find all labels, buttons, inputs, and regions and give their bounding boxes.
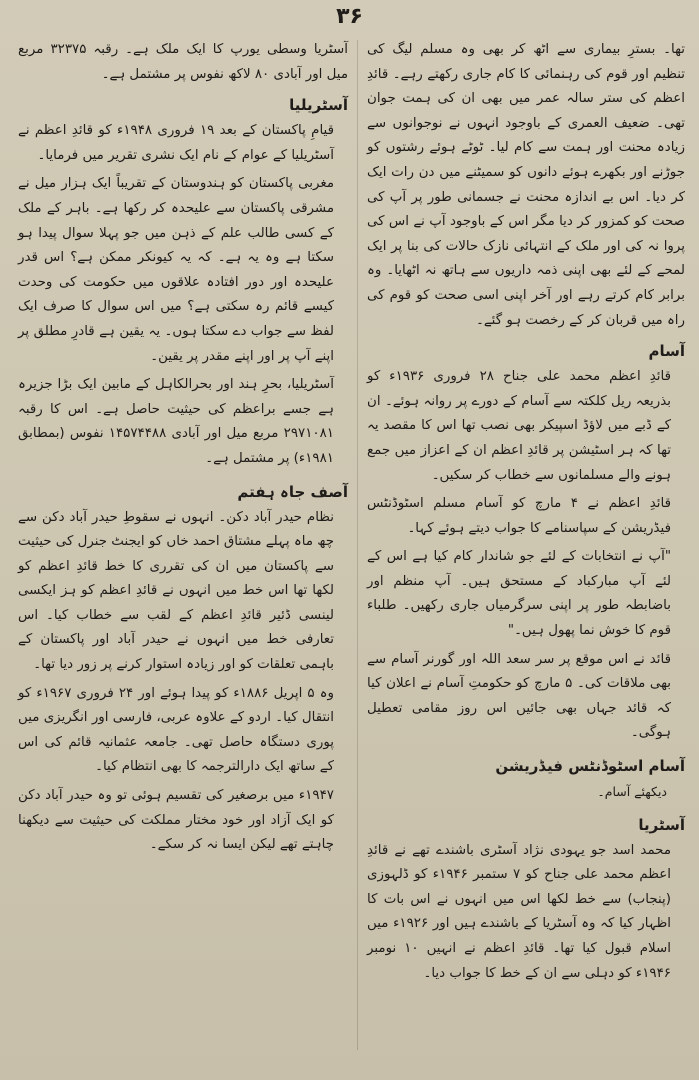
column-divider: [357, 40, 358, 1050]
entry-heading: آسام اسٹوڈنٹس فیڈریشن: [495, 757, 685, 776]
entry-paragraph: قائد نے اس موقع پر سر سعد اللہ اور گورنر آسام سے بھی ملاقات کی۔ ۵ مارچ کو حکومتِ آسام نے اعلان کیا کہ قائد جہاں بھی جائیں اس روز مقامی تعطیل ہوگی۔: [367, 651, 671, 741]
continued-paragraph: تھا۔ بسترِ بیماری سے اٹھ کر بھی وہ مسلم لیگ کی تنظیم اور قوم کی رہنمائی کا کام جاری رکھتے رہے۔ قائدِ اعظم کی ستر سالہ عمر میں بھی ان کی ہمت جوان تھی۔ ضعیف العمری کے باوجود انہوں نے نوجوانوں سے زیادہ محنت اور ہمت سے کام لیا۔ ٹوٹے ہوئے رشتوں کو جوڑنے اور بکھرے ہوئے دانوں کو سمیٹنے میں دن رات ایک کر دیا۔ اس بے اندازہ محنت نے جسمانی طور پر آپ کی صحت کو کمزور کر دیا مگر اس کے باوجود آپ نے اس کی پروا نہ کی اور ملک کے انتہائی نازک حالات کی بنا پر ایک لمحے کے لئے بھی اپنی ذمہ داریوں سے ہاتھ نہ اٹھایا۔ وہ برابر کام کرتے رہے اور آخر اپنی اسی صحت کو قوم کی راہ میں قربان کر کے رخصت ہو گئے۔: [367, 42, 685, 328]
entry-austria: [367, 811, 685, 987]
entry-assam-students-federation: [367, 752, 685, 805]
entry-paragraph: وہ ۵ اپریل ۱۸۸۶ء کو پیدا ہوئے اور ۲۴ فروری ۱۹۶۷ء کو انتقال کیا۔ اردو کے علاوہ عربی، فارسی اور انگریزی میں پوری دستگاہ حاصل تھی۔ جامعہ عثمانیہ قائم کی اس کے ساتھ ایک دارالترجمہ کا بھی انتظام کیا۔: [18, 685, 334, 775]
right-column: [367, 38, 685, 992]
entry-asaf-jah-vii: [18, 478, 348, 858]
entry-paragraph: محمد اسد جو یہودی نژاد آسٹری باشندے تھے نے قائدِ اعظم محمد علی جناح کو ۷ ستمبر ۱۹۴۶ء کو ڈلہوزی (پنجاب) سے خط لکھا اس میں انہوں نے اس بات کا اظہار کیا کہ وہ آسٹریا کے باشندے ہیں اور ۱۹۲۶ء میں اسلام قبول کیا تھا۔ قائدِ اعظم نے انہیں ۱۰ نومبر ۱۹۴۶ء کو دہلی سے ان کے خط کا جواب دیا۔: [367, 842, 671, 981]
entry-heading: آصف جاہ ہفتم: [237, 482, 348, 501]
left-column: [18, 38, 348, 864]
entry-paragraph: نظام حیدر آباد دکن۔ انہوں نے سقوطِ حیدر آباد دکن سے چھ ماہ پہلے مشتاق احمد خاں کو ایجنٹ جنرل کی حیثیت سے پاکستان میں ان کی تقرری کا خط قائدِ اعظم کو لکھا تھا اس خط میں انہوں نے قائدِ اعظم کو ہز ایکسی لینسی ڈئیر قائدِ اعظم کے لقب سے خطاب کیا۔ اس تعارفی خط میں انہوں نے حیدر آباد اور پاکستان کے باہمی تعلقات کو اور زیادہ استوار کرنے پر زور دیا تھا۔: [18, 509, 334, 673]
see-also-reference: دیکھئے آسام۔: [597, 784, 667, 800]
entry-paragraph: آسٹریلیا، بحرِ ہند اور بحرالکاہل کے مابین ایک بڑا جزیرہ ہے جسے براعظم کی حیثیت حاصل ہے۔ اس کا رقبہ ۲۹۷۱۰۸۱ مربع میل اور آبادی ۱۴۵۷۴۴۸۸ نفوس (بمطابق ۱۹۸۱ء) پر مشتمل ہے۔: [18, 377, 334, 466]
entry-paragraph: قائدِ اعظم محمد علی جناح ۲۸ فروری ۱۹۳۶ء کو بذریعہ ریل کلکتہ سے آسام کے دورے پر روانہ ہوئے۔ ان کے ڈبے میں لاؤڈ اسپیکر بھی نصب تھا اس کا مقصد یہ تھا کہ ہر اسٹیشن پر قائدِ اعظم ان کے اعزاز میں جمع ہونے والے مسلمانوں سے خطاب کر سکیں۔: [367, 369, 671, 483]
entry-paragraph: قیامِ پاکستان کے بعد ۱۹ فروری ۱۹۴۸ء کو قائدِ اعظم نے آسٹریلیا کے عوام کے نام ایک نشری تقریر میں فرمایا۔: [18, 123, 334, 163]
entry-heading: آسٹریا: [638, 815, 685, 834]
entry-assam: [367, 337, 685, 746]
continued-paragraph: آسٹریا وسطی یورپ کا ایک ملک ہے۔ رقبہ ۳۲۳۷۵ مربع میل اور آبادی ۸۰ لاکھ نفوس پر مشتمل ہے۔: [18, 42, 348, 82]
entry-paragraph: ۱۹۴۷ء میں برصغیر کی تقسیم ہوئی تو وہ حیدر آباد دکن کو ایک آزاد اور خود مختار مملکت کی حیثیت سے دیکھنا چاہتے تھے لیکن ایسا نہ کر سکے۔: [18, 788, 334, 853]
entry-quote: "آپ نے انتخابات کے لئے جو شاندار کام کیا ہے اس کے لئے آپ مبارکباد کے مستحق ہیں۔ آپ منظم اور باضابطہ طور پر اپنی سرگرمیاں جاری رکھیں۔ طلباء قوم کا خوش نما پھول ہیں۔": [367, 549, 671, 639]
entry-heading: آسام: [648, 342, 685, 361]
entry-heading: آسٹریلیا: [289, 96, 348, 115]
entry-paragraph: قائدِ اعظم نے ۴ مارچ کو آسام مسلم اسٹوڈنٹس فیڈریشن کے سپاسنامے کا جواب دیتے ہوئے کہا۔: [367, 496, 671, 536]
page-number: ۳۶: [336, 4, 363, 29]
entry-paragraph: مغربی پاکستان کو ہندوستان کے تقریباً ایک ہزار میل نے مشرقی پاکستان سے علیحدہ کر رکھا ہے۔ باہر کے ملک کے کسی طالب علم کے ذہن میں جو پہلا سوال پیدا ہو سکتا ہے وہ یہ ہے۔ کہ یہ کیونکر ممکن ہے؟ اس قدر علیحدہ اور دور افتادہ علاقوں میں حکومت کی وحدت کیسے قائم رہ سکتی ہے؟ میں اس سوال کا صرف ایک لفظ سے جواب دے سکتا ہوں۔ یہ یقین ہے قادرِ مطلق پر اپنے آپ پر اور اپنے مقدر پر یقین۔: [18, 176, 334, 364]
entry-australia: [18, 91, 348, 471]
